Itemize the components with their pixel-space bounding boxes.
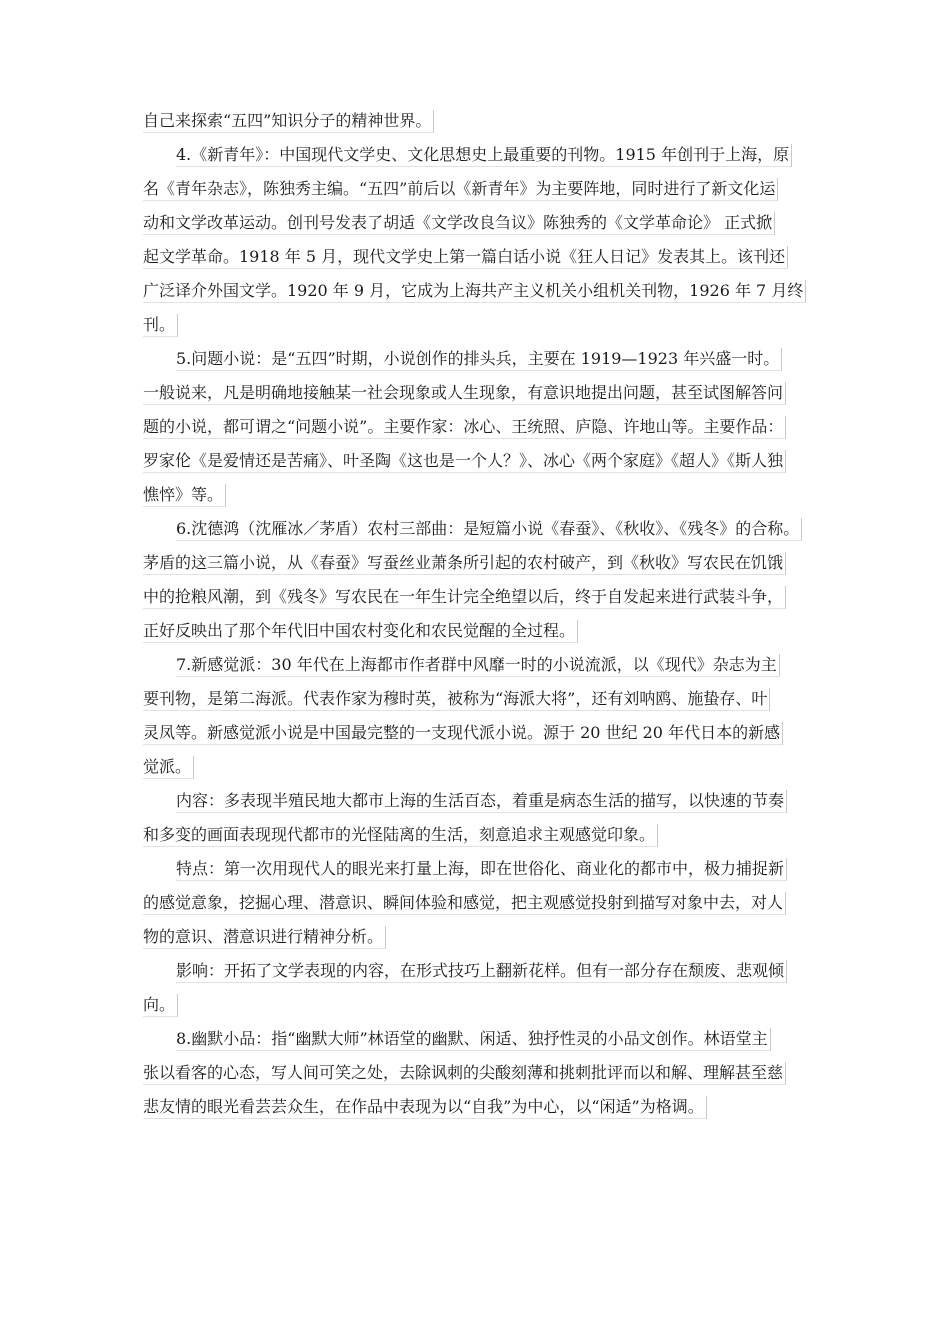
text-line	[143, 1022, 823, 1056]
text-line-content: 内容：多表现半殖民地大都市上海的生活百态，着重是病态生活的描写，以快速的节奏	[176, 790, 787, 813]
text-line	[143, 852, 823, 886]
text-line-content: 6.沈德鸿（沈雁冰／茅盾）农村三部曲：是短篇小说《春蚕》、《秋收》、《残冬》的合称。	[176, 518, 802, 541]
text-line-content: 影响：开拓了文学表现的内容，在形式技巧上翻新花样。但有一部分存在颓废、悲观倾	[176, 960, 787, 983]
text-line	[143, 1090, 823, 1124]
text-line	[143, 716, 823, 750]
text-line	[143, 376, 823, 410]
text-line	[143, 580, 823, 614]
text-line-content: 特点：第一次用现代人的眼光来打量上海，即在世俗化、商业化的都市中，极力捕捉新	[176, 858, 787, 881]
text-line-content: 正好反映出了那个年代旧中国农村变化和农民觉醒的全过程。	[143, 620, 578, 643]
paragraph-neo-sensationism	[143, 648, 823, 784]
text-line	[143, 478, 823, 512]
text-line	[143, 342, 823, 376]
text-line	[143, 784, 823, 818]
paragraph-intro-tail	[143, 104, 823, 138]
text-line	[143, 920, 823, 954]
text-line	[143, 444, 823, 478]
paragraph-humor-essay	[143, 1022, 823, 1124]
paragraph-influence	[143, 954, 823, 1022]
document-body	[143, 104, 823, 1124]
text-line-content: 名《青年杂志》，陈独秀主编。“五四”前后以《新青年》为主要阵地，同时进行了新文化运	[143, 178, 778, 201]
paragraph-rural-trilogy	[143, 512, 823, 648]
paragraph-content	[143, 784, 823, 852]
paragraph-features	[143, 852, 823, 954]
text-line-content: 张以看客的心态，写人间可笑之处，去除讽刺的尖酸刻薄和挑刺批评而以和解、理解甚至慈	[143, 1062, 786, 1085]
text-line	[143, 954, 823, 988]
text-line-content: 憔悴》等。	[143, 484, 226, 507]
text-line	[143, 988, 823, 1022]
text-line-content: 觉派。	[143, 756, 194, 779]
text-line-content: 要刊物，是第二海派。代表作家为穆时英，被称为“海派大将”，还有刘呐鸥、施蛰存、叶	[143, 688, 770, 711]
text-line	[143, 546, 823, 580]
text-line	[143, 104, 823, 138]
text-line-content: 动和文学改革运动。创刊号发表了胡适《文学改良刍议》陈独秀的《文学革命论》 正式掀	[143, 212, 775, 235]
text-line	[143, 274, 823, 308]
text-line	[143, 1056, 823, 1090]
text-line	[143, 682, 823, 716]
text-line-content: 茅盾的这三篇小说，从《春蚕》写蚕丝业萧条所引起的农村破产，到《秋收》写农民在饥饿	[143, 552, 786, 575]
text-line	[143, 410, 823, 444]
text-line	[143, 240, 823, 274]
text-line-content: 起文学革命。1918 年 5 月，现代文学史上第一篇白话小说《狂人日记》发表其上。该刊还	[143, 246, 788, 269]
text-line-content: 题的小说，都可谓之“问题小说”。主要作家：冰心、王统照、庐隐、许地山等。主要作品：	[143, 416, 786, 439]
text-line-content: 自己来探索“五四”知识分子的精神世界。	[143, 110, 434, 133]
text-line-content: 的感觉意象，挖掘心理、潜意识、瞬间体验和感觉，把主观感觉投射到描写对象中去，对人	[143, 892, 786, 915]
text-line-content: 物的意识、潜意识进行精神分析。	[143, 926, 386, 949]
text-line	[143, 138, 823, 172]
text-line	[143, 750, 823, 784]
text-line-content: 8.幽默小品：指“幽默大师”林语堂的幽默、闲适、独抒性灵的小品文创作。林语堂主	[176, 1028, 771, 1051]
text-line-content: 罗家伦《是爱情还是苦痛》、叶圣陶《这也是一个人？》、冰心《两个家庭》《超人》《斯人独	[143, 450, 786, 473]
text-line	[143, 648, 823, 682]
text-line	[143, 512, 823, 546]
text-line-content: 一般说来，凡是明确地接触某一社会现象或人生现象，有意识地提出问题，甚至试图解答问	[143, 382, 786, 405]
paragraph-problem-novel	[143, 342, 823, 512]
text-line-content: 悲友情的眼光看芸芸众生，在作品中表现为以“自我”为中心，以“闲适”为格调。	[143, 1096, 707, 1119]
text-line	[143, 172, 823, 206]
text-line-content: 7.新感觉派：30 年代在上海都市作者群中风靡一时的小说流派，以《现代》杂志为主	[176, 654, 780, 677]
paragraph-new-youth	[143, 138, 823, 342]
text-line-content: 广泛译介外国文学。1920 年 9 月，它成为上海共产主义机关小组机关刊物，1926 年 7 月终	[143, 280, 806, 303]
text-line	[143, 614, 823, 648]
text-line	[143, 886, 823, 920]
text-line-content: 灵凤等。新感觉派小说是中国最完整的一支现代派小说。源于 20 世纪 20 年代日本的新感	[143, 722, 783, 745]
text-line-content: 5.问题小说：是“五四”时期，小说创作的排头兵，主要在 1919—1923 年兴盛一时。	[176, 348, 782, 371]
text-line	[143, 206, 823, 240]
text-line-content: 向。	[143, 994, 178, 1017]
text-line-content: 和多变的画面表现现代都市的光怪陆离的生活，刻意追求主观感觉印象。	[143, 824, 658, 847]
text-line-content: 中的抢粮风潮，到《残冬》写农民在一年生计完全绝望以后，终于自发起来进行武装斗争，	[143, 586, 786, 609]
text-line	[143, 308, 823, 342]
text-line-content: 刊。	[143, 314, 178, 337]
text-line	[143, 818, 823, 852]
text-line-content: 4.《新青年》：中国现代文学史、文化思想史上最重要的刊物。1915 年创刊于上海，原	[176, 144, 792, 167]
